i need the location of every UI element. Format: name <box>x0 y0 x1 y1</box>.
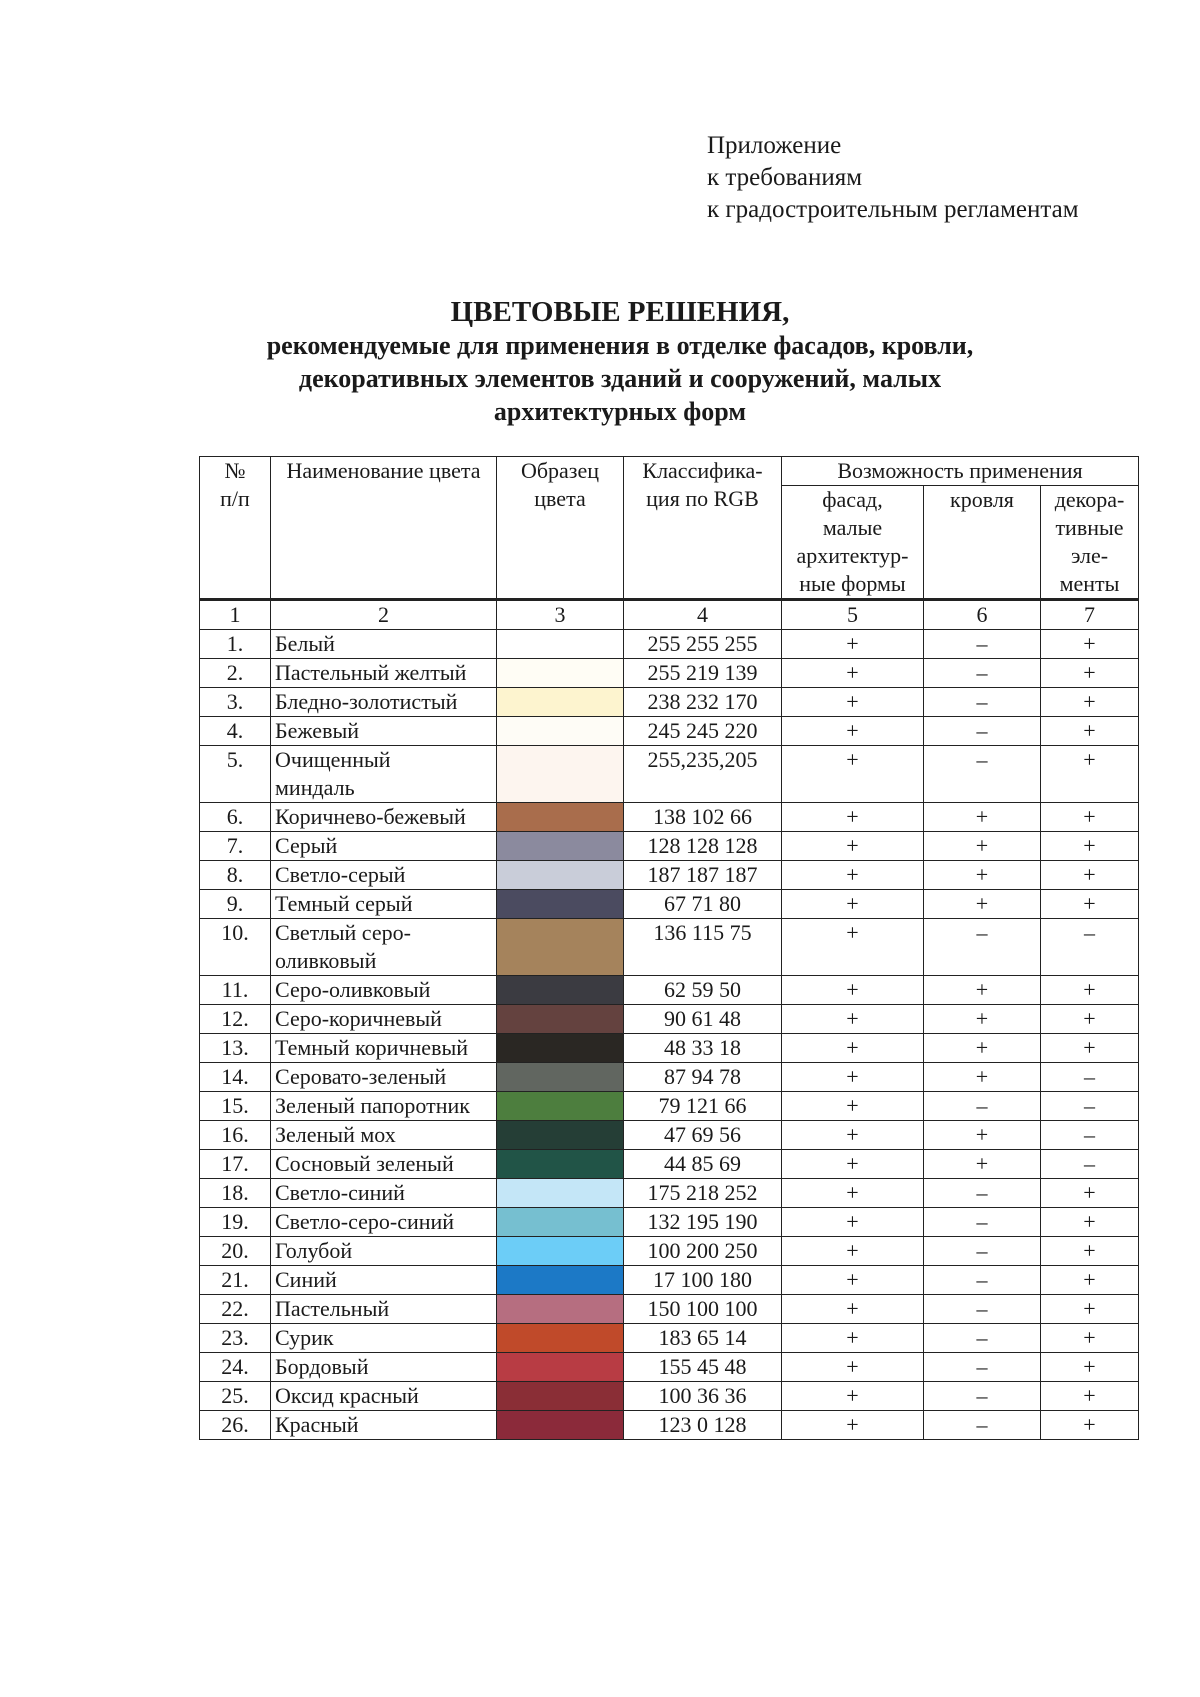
decor-mark: + <box>1041 1295 1139 1324</box>
color-swatch <box>497 919 624 976</box>
color-name-line: Пастельный <box>275 1296 390 1321</box>
color-name-line: Сосновый зеленый <box>275 1151 454 1176</box>
color-table <box>199 456 1139 1440</box>
color-swatch <box>497 1382 624 1411</box>
color-name <box>271 630 497 659</box>
row-number: 16. <box>200 1121 271 1150</box>
appendix-line: к градостроительным регламентам <box>707 196 1079 223</box>
rgb-value: 245 245 220 <box>624 717 782 746</box>
header-roof: кровля <box>924 486 1041 600</box>
rgb-value: 238 232 170 <box>624 688 782 717</box>
row-number: 17. <box>200 1150 271 1179</box>
color-swatch <box>497 803 624 832</box>
header-decor-line: декора- <box>1054 487 1125 512</box>
color-name-line: Оксид красный <box>275 1383 419 1408</box>
header-sample <box>497 457 624 600</box>
decor-mark: + <box>1041 1382 1139 1411</box>
table-row <box>200 803 1139 832</box>
rgb-value: 67 71 80 <box>624 890 782 919</box>
rgb-value: 44 85 69 <box>624 1150 782 1179</box>
decor-mark: + <box>1041 717 1139 746</box>
rgb-value: 255,235,205 <box>624 746 782 803</box>
roof-mark: – <box>924 1295 1041 1324</box>
roof-mark: + <box>924 1005 1041 1034</box>
facade-mark: + <box>782 1179 924 1208</box>
color-name-line: Бледно-золотистый <box>275 689 458 714</box>
color-name-line: Светло-серый <box>275 862 406 887</box>
row-number: 11. <box>200 976 271 1005</box>
color-swatch <box>497 1324 624 1353</box>
decor-mark: + <box>1041 861 1139 890</box>
facade-mark: + <box>782 861 924 890</box>
color-name-line: Темный серый <box>275 891 413 916</box>
rgb-value: 123 0 128 <box>624 1411 782 1440</box>
facade-mark: + <box>782 746 924 803</box>
color-name <box>271 1295 497 1324</box>
color-swatch <box>497 1266 624 1295</box>
table-row <box>200 1179 1139 1208</box>
table-row <box>200 717 1139 746</box>
table-row <box>200 1266 1139 1295</box>
color-name <box>271 1382 497 1411</box>
color-name-line: Светло-синий <box>275 1180 405 1205</box>
color-name-line: Серовато-зеленый <box>275 1064 447 1089</box>
decor-mark: + <box>1041 659 1139 688</box>
decor-mark: + <box>1041 1208 1139 1237</box>
table-row <box>200 1411 1139 1440</box>
table-row <box>200 976 1139 1005</box>
column-index: 7 <box>1041 600 1139 630</box>
roof-mark: – <box>924 1092 1041 1121</box>
color-swatch <box>497 1237 624 1266</box>
header-facade-line: малые <box>822 515 883 540</box>
facade-mark: + <box>782 1237 924 1266</box>
color-name-line: Синий <box>275 1267 337 1292</box>
decor-mark: – <box>1041 1121 1139 1150</box>
color-swatch <box>497 976 624 1005</box>
row-number: 5. <box>200 746 271 803</box>
facade-mark: + <box>782 630 924 659</box>
table-body <box>200 630 1139 1440</box>
color-swatch <box>497 1353 624 1382</box>
roof-mark: – <box>924 1237 1041 1266</box>
rgb-value: 138 102 66 <box>624 803 782 832</box>
header-rgb-line: Классифика- <box>642 458 763 483</box>
color-swatch <box>497 746 624 803</box>
facade-mark: + <box>782 976 924 1005</box>
facade-mark: + <box>782 688 924 717</box>
color-swatch <box>497 1150 624 1179</box>
header-decor-line: тивные <box>1055 515 1124 540</box>
header-sample-line: цвета <box>534 486 586 511</box>
color-name <box>271 1179 497 1208</box>
color-swatch <box>497 659 624 688</box>
title-line: рекомендуемые для применения в отделке фасадов, кровли, <box>266 331 974 360</box>
row-number: 7. <box>200 832 271 861</box>
title-line: архитектурных форм <box>493 397 747 426</box>
table-row <box>200 1092 1139 1121</box>
header-rgb-line: ция по RGB <box>646 486 759 511</box>
decor-mark: + <box>1041 1034 1139 1063</box>
facade-mark: + <box>782 1208 924 1237</box>
title-main: ЦВЕТОВЫЕ РЕШЕНИЯ, <box>450 296 790 328</box>
rgb-value: 90 61 48 <box>624 1005 782 1034</box>
color-name <box>271 659 497 688</box>
row-number: 8. <box>200 861 271 890</box>
rgb-value: 255 255 255 <box>624 630 782 659</box>
color-name <box>271 717 497 746</box>
header-sample-line: Образец <box>520 458 600 483</box>
row-number: 22. <box>200 1295 271 1324</box>
appendix-line: к требованиям <box>707 164 863 191</box>
roof-mark: + <box>924 1063 1041 1092</box>
facade-mark: + <box>782 1034 924 1063</box>
color-name <box>271 1005 497 1034</box>
color-swatch <box>497 1179 624 1208</box>
facade-mark: + <box>782 1295 924 1324</box>
color-name-line: Очищенный <box>275 747 391 772</box>
facade-mark: + <box>782 1411 924 1440</box>
row-number: 13. <box>200 1034 271 1063</box>
document-title <box>180 295 1060 428</box>
roof-mark: – <box>924 630 1041 659</box>
roof-mark: – <box>924 746 1041 803</box>
decor-mark: + <box>1041 1324 1139 1353</box>
header-facade-line: архитектур- <box>796 543 909 568</box>
rgb-value: 132 195 190 <box>624 1208 782 1237</box>
rgb-value: 187 187 187 <box>624 861 782 890</box>
rgb-value: 136 115 75 <box>624 919 782 976</box>
color-name <box>271 1034 497 1063</box>
row-number: 9. <box>200 890 271 919</box>
color-swatch <box>497 1121 624 1150</box>
header-facade-line: ные формы <box>799 571 906 596</box>
rgb-value: 183 65 14 <box>624 1324 782 1353</box>
facade-mark: + <box>782 1324 924 1353</box>
header-decor-line: менты <box>1059 571 1120 596</box>
roof-mark: – <box>924 1208 1041 1237</box>
facade-mark: + <box>782 803 924 832</box>
title-line: декоративных элементов зданий и сооружений, малых <box>298 364 942 393</box>
roof-mark: + <box>924 832 1041 861</box>
roof-mark: + <box>924 861 1041 890</box>
table-row <box>200 1382 1139 1411</box>
roof-mark: + <box>924 1150 1041 1179</box>
roof-mark: – <box>924 1179 1041 1208</box>
rgb-value: 155 45 48 <box>624 1353 782 1382</box>
color-name <box>271 832 497 861</box>
table-row <box>200 1034 1139 1063</box>
table-row <box>200 1121 1139 1150</box>
header-decor <box>1041 486 1139 600</box>
facade-mark: + <box>782 1005 924 1034</box>
column-index: 1 <box>200 600 271 630</box>
color-name-line: Бежевый <box>275 718 360 743</box>
decor-mark: + <box>1041 832 1139 861</box>
color-name-line: Зеленый мох <box>275 1122 396 1147</box>
rgb-value: 87 94 78 <box>624 1063 782 1092</box>
rgb-value: 79 121 66 <box>624 1092 782 1121</box>
roof-mark: – <box>924 1266 1041 1295</box>
table-row <box>200 1353 1139 1382</box>
facade-mark: + <box>782 1353 924 1382</box>
column-index: 5 <box>782 600 924 630</box>
color-name <box>271 1353 497 1382</box>
decor-mark: + <box>1041 890 1139 919</box>
rgb-value: 175 218 252 <box>624 1179 782 1208</box>
color-name <box>271 1121 497 1150</box>
row-number: 14. <box>200 1063 271 1092</box>
roof-mark: – <box>924 1353 1041 1382</box>
row-number: 20. <box>200 1237 271 1266</box>
color-name <box>271 1411 497 1440</box>
table-row <box>200 746 1139 803</box>
decor-mark: + <box>1041 1411 1139 1440</box>
decor-mark: + <box>1041 746 1139 803</box>
facade-mark: + <box>782 919 924 976</box>
table-row <box>200 1237 1139 1266</box>
roof-mark: + <box>924 890 1041 919</box>
table-row <box>200 1150 1139 1179</box>
roof-mark: – <box>924 919 1041 976</box>
facade-mark: + <box>782 1063 924 1092</box>
color-name-line: Красный <box>275 1412 359 1437</box>
facade-mark: + <box>782 832 924 861</box>
roof-mark: – <box>924 1324 1041 1353</box>
color-name-line: Серый <box>275 833 338 858</box>
row-number: 4. <box>200 717 271 746</box>
facade-mark: + <box>782 1266 924 1295</box>
row-number: 10. <box>200 919 271 976</box>
appendix-block <box>707 130 1079 226</box>
roof-mark: – <box>924 1411 1041 1440</box>
decor-mark: + <box>1041 1005 1139 1034</box>
color-swatch <box>497 890 624 919</box>
decor-mark: – <box>1041 919 1139 976</box>
row-number: 19. <box>200 1208 271 1237</box>
color-name <box>271 1150 497 1179</box>
roof-mark: + <box>924 803 1041 832</box>
rgb-value: 48 33 18 <box>624 1034 782 1063</box>
row-number: 15. <box>200 1092 271 1121</box>
header-num-line: № <box>224 458 246 483</box>
header-usage: Возможность применения <box>782 457 1139 486</box>
color-swatch <box>497 717 624 746</box>
roof-mark: – <box>924 659 1041 688</box>
color-name-line: Голубой <box>275 1238 353 1263</box>
row-number: 1. <box>200 630 271 659</box>
color-name-line: Белый <box>275 631 335 656</box>
column-index: 3 <box>497 600 624 630</box>
row-number: 23. <box>200 1324 271 1353</box>
color-swatch <box>497 1208 624 1237</box>
table-row <box>200 919 1139 976</box>
color-name <box>271 803 497 832</box>
roof-mark: – <box>924 717 1041 746</box>
color-swatch <box>497 1092 624 1121</box>
rgb-value: 150 100 100 <box>624 1295 782 1324</box>
table-row <box>200 688 1139 717</box>
table-row <box>200 1295 1139 1324</box>
rgb-value: 100 200 250 <box>624 1237 782 1266</box>
header-facade <box>782 486 924 600</box>
header-row-1 <box>200 457 1139 486</box>
row-number: 21. <box>200 1266 271 1295</box>
roof-mark: – <box>924 1382 1041 1411</box>
decor-mark: – <box>1041 1092 1139 1121</box>
row-number: 18. <box>200 1179 271 1208</box>
color-name-line: Коричнево-бежевый <box>275 804 466 829</box>
color-swatch <box>497 1034 624 1063</box>
table-row <box>200 630 1139 659</box>
decor-mark: + <box>1041 630 1139 659</box>
color-name <box>271 919 497 976</box>
color-name <box>271 861 497 890</box>
header-decor-line: эле- <box>1070 543 1109 568</box>
rgb-value: 62 59 50 <box>624 976 782 1005</box>
facade-mark: + <box>782 1382 924 1411</box>
decor-mark: + <box>1041 1353 1139 1382</box>
facade-mark: + <box>782 890 924 919</box>
color-name <box>271 1324 497 1353</box>
header-num-line: п/п <box>220 486 250 511</box>
table-row <box>200 1005 1139 1034</box>
color-swatch <box>497 1063 624 1092</box>
column-index: 6 <box>924 600 1041 630</box>
header-rgb <box>624 457 782 600</box>
rgb-value: 255 219 139 <box>624 659 782 688</box>
decor-mark: + <box>1041 1266 1139 1295</box>
column-index: 4 <box>624 600 782 630</box>
header-num <box>200 457 271 600</box>
table-row <box>200 1063 1139 1092</box>
facade-mark: + <box>782 1121 924 1150</box>
rgb-value: 17 100 180 <box>624 1266 782 1295</box>
column-index-row <box>200 600 1139 630</box>
color-name <box>271 1063 497 1092</box>
facade-mark: + <box>782 1150 924 1179</box>
header-facade-line: фасад, <box>822 487 883 512</box>
color-name <box>271 1208 497 1237</box>
decor-mark: + <box>1041 688 1139 717</box>
decor-mark: + <box>1041 1179 1139 1208</box>
color-name <box>271 890 497 919</box>
color-swatch <box>497 688 624 717</box>
color-name <box>271 1266 497 1295</box>
color-name-line: Светлый серо- <box>275 920 411 945</box>
color-swatch <box>497 1411 624 1440</box>
row-number: 24. <box>200 1353 271 1382</box>
color-swatch <box>497 630 624 659</box>
decor-mark: – <box>1041 1063 1139 1092</box>
row-number: 3. <box>200 688 271 717</box>
appendix-line: Приложение <box>707 132 842 159</box>
color-swatch <box>497 861 624 890</box>
rgb-value: 100 36 36 <box>624 1382 782 1411</box>
roof-mark: + <box>924 976 1041 1005</box>
color-swatch <box>497 832 624 861</box>
roof-mark: – <box>924 688 1041 717</box>
color-name-line: Серо-оливковый <box>275 977 431 1002</box>
row-number: 26. <box>200 1411 271 1440</box>
table-row <box>200 861 1139 890</box>
color-name <box>271 976 497 1005</box>
table-row <box>200 1208 1139 1237</box>
color-name <box>271 688 497 717</box>
roof-mark: + <box>924 1121 1041 1150</box>
table-row <box>200 659 1139 688</box>
color-name-line: Темный коричневый <box>275 1035 469 1060</box>
color-name-line: миндаль <box>275 775 355 800</box>
decor-mark: + <box>1041 1237 1139 1266</box>
decor-mark: + <box>1041 803 1139 832</box>
facade-mark: + <box>782 717 924 746</box>
color-name-line: Светло-серо-синий <box>275 1209 455 1234</box>
color-name-line: оливковый <box>275 948 377 973</box>
decor-mark: – <box>1041 1150 1139 1179</box>
column-index: 2 <box>271 600 497 630</box>
color-name-line: Пастельный желтый <box>275 660 467 685</box>
color-swatch <box>497 1295 624 1324</box>
color-name <box>271 1092 497 1121</box>
color-name <box>271 746 497 803</box>
decor-mark: + <box>1041 976 1139 1005</box>
color-name-line: Зеленый папоротник <box>275 1093 470 1118</box>
color-name-line: Бордовый <box>275 1354 369 1379</box>
row-number: 12. <box>200 1005 271 1034</box>
table-row <box>200 832 1139 861</box>
color-swatch <box>497 1005 624 1034</box>
facade-mark: + <box>782 1092 924 1121</box>
color-name-line: Сурик <box>275 1325 334 1350</box>
header-name: Наименование цвета <box>271 457 497 600</box>
color-name-line: Серо-коричневый <box>275 1006 442 1031</box>
rgb-value: 128 128 128 <box>624 832 782 861</box>
table-row <box>200 890 1139 919</box>
rgb-value: 47 69 56 <box>624 1121 782 1150</box>
table-row <box>200 1324 1139 1353</box>
facade-mark: + <box>782 659 924 688</box>
row-number: 2. <box>200 659 271 688</box>
roof-mark: + <box>924 1034 1041 1063</box>
row-number: 25. <box>200 1382 271 1411</box>
row-number: 6. <box>200 803 271 832</box>
color-name <box>271 1237 497 1266</box>
